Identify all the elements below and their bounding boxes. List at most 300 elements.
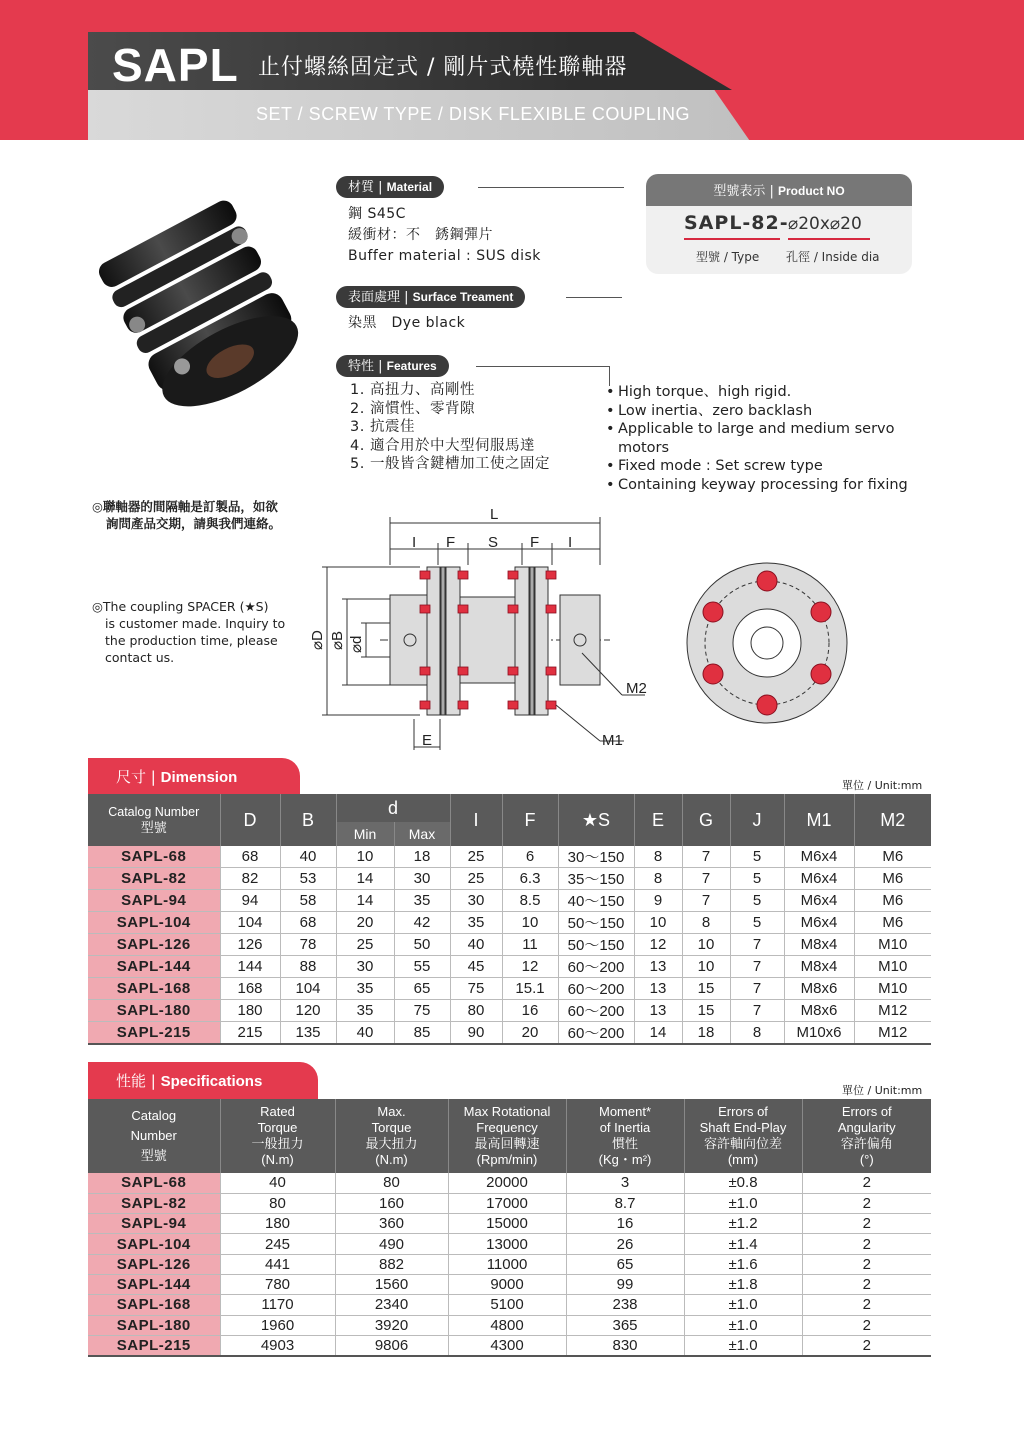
dim-header-catalog-en: Catalog Number bbox=[108, 805, 200, 819]
dimension-cell: 30～150 bbox=[558, 846, 634, 868]
spec-header-line: 一般扭力 bbox=[251, 1136, 304, 1151]
specifications-cell: 3920 bbox=[335, 1315, 448, 1335]
dim-label-I-left: I bbox=[412, 534, 417, 551]
spacer-note-cn bbox=[92, 498, 281, 532]
dimension-cell: 104 bbox=[280, 978, 336, 1000]
specifications-cell: 13000 bbox=[448, 1234, 566, 1254]
page-title-cn: 止付螺絲固定式 / 剛片式橈性聯軸器 bbox=[258, 55, 628, 80]
spec-header-cell bbox=[448, 1099, 566, 1173]
dim-label-B: ⌀B bbox=[329, 630, 346, 650]
dimension-cell: 80 bbox=[450, 1000, 502, 1022]
dimension-cell: 35 bbox=[450, 912, 502, 934]
dimension-catalog-cell: SAPL-82 bbox=[88, 868, 220, 890]
specifications-cell: 8.7 bbox=[566, 1193, 684, 1213]
specifications-catalog-cell: SAPL-144 bbox=[88, 1274, 220, 1294]
spec-header-line: Number bbox=[130, 1128, 177, 1143]
specifications-row bbox=[88, 1315, 931, 1335]
spec-header-cell bbox=[684, 1099, 802, 1173]
dimension-cell: 40 bbox=[280, 846, 336, 868]
dim-header-d-max: Max bbox=[394, 822, 450, 846]
dimension-cell: M6x4 bbox=[784, 846, 854, 868]
dimension-cell: M10x6 bbox=[784, 1022, 854, 1045]
dimension-cell: 60～200 bbox=[558, 1022, 634, 1045]
dimension-cell: M6x4 bbox=[784, 890, 854, 912]
specifications-table-body bbox=[88, 1173, 931, 1356]
specifications-cell: ±1.0 bbox=[684, 1193, 802, 1213]
dimension-cell: 120 bbox=[280, 1000, 336, 1022]
dimension-cell: 11 bbox=[502, 934, 558, 956]
specifications-cell: 20000 bbox=[448, 1173, 566, 1193]
specifications-cell: 2 bbox=[802, 1214, 931, 1234]
specifications-cell: 2 bbox=[802, 1315, 931, 1335]
specifications-cell: 2 bbox=[802, 1274, 931, 1294]
dimension-cell: 16 bbox=[502, 1000, 558, 1022]
dim-header-d: d bbox=[336, 794, 450, 822]
spec-header-line: Frequency bbox=[476, 1120, 538, 1135]
dimension-cell: 65 bbox=[394, 978, 450, 1000]
specifications-cell: 99 bbox=[566, 1274, 684, 1294]
feature-en-1: • High torque、high rigid. bbox=[606, 383, 926, 402]
spec-header-line: Max Rotational bbox=[463, 1104, 551, 1119]
dimension-cell: M12 bbox=[854, 1000, 931, 1022]
specifications-cell: 365 bbox=[566, 1315, 684, 1335]
feature-en-2: • Low inertia、zero backlash bbox=[606, 402, 926, 421]
spec-header-line: of Inertia bbox=[599, 1120, 651, 1135]
specifications-cell: 238 bbox=[566, 1295, 684, 1315]
page-subtitle-en: SET / SCREW TYPE / DISK FLEXIBLE COUPLING bbox=[256, 104, 690, 124]
specifications-cell: ±1.4 bbox=[684, 1234, 802, 1254]
specifications-row bbox=[88, 1214, 931, 1234]
dimension-cell: M10 bbox=[854, 956, 931, 978]
specifications-cell: 3 bbox=[566, 1173, 684, 1193]
dim-label-I-right: I bbox=[568, 534, 573, 551]
dimension-cell: 25 bbox=[450, 846, 502, 868]
surface-divider bbox=[566, 297, 622, 298]
spec-header-cell bbox=[802, 1099, 931, 1173]
dimension-cell: M6 bbox=[854, 846, 931, 868]
specifications-cell: ±1.0 bbox=[684, 1335, 802, 1355]
dimension-cell: 180 bbox=[220, 1000, 280, 1022]
dimension-unit: 單位 / Unit:mm bbox=[842, 779, 923, 792]
dimension-cell: M8x6 bbox=[784, 1000, 854, 1022]
dimension-cell: 35～150 bbox=[558, 868, 634, 890]
dimension-row bbox=[88, 934, 931, 956]
dim-label-d: ⌀d bbox=[348, 635, 365, 653]
dimension-cell: 5 bbox=[730, 846, 784, 868]
dimension-cell: 75 bbox=[394, 1000, 450, 1022]
specifications-cell: 9806 bbox=[335, 1335, 448, 1355]
spec-header-line: Max. bbox=[377, 1104, 406, 1119]
material-text bbox=[348, 204, 541, 267]
dimension-cell: 50～150 bbox=[558, 912, 634, 934]
dim-header-M2: M2 bbox=[854, 794, 931, 846]
note-en-line-1: ◎The coupling SPACER (★S) bbox=[92, 599, 269, 614]
dimension-cell: 45 bbox=[450, 956, 502, 978]
dimension-cell: 35 bbox=[394, 890, 450, 912]
dimension-cell: 14 bbox=[634, 1022, 682, 1045]
dimension-row bbox=[88, 868, 931, 890]
dimension-cell: 88 bbox=[280, 956, 336, 978]
specifications-table bbox=[88, 1099, 931, 1357]
spec-header-line: (Kg・m²) bbox=[598, 1152, 652, 1167]
specifications-tab: 性能 | Specifications bbox=[88, 1062, 318, 1100]
spec-header-line: (N.m) bbox=[375, 1152, 408, 1167]
dimension-cell: 60～200 bbox=[558, 1000, 634, 1022]
dimension-cell: 20 bbox=[502, 1022, 558, 1045]
specifications-unit: 單位 / Unit:mm bbox=[842, 1084, 923, 1097]
features-cn-list bbox=[350, 381, 550, 474]
dimension-cell: 9 bbox=[634, 890, 682, 912]
specifications-cell: 2 bbox=[802, 1295, 931, 1315]
feature-en-5: • Containing keyway processing for fixing bbox=[606, 476, 926, 495]
specifications-cell: ±1.2 bbox=[684, 1214, 802, 1234]
product-no-dia: ⌀20x⌀20 bbox=[788, 214, 862, 234]
dimension-cell: M12 bbox=[854, 1022, 931, 1045]
dimension-catalog-cell: SAPL-126 bbox=[88, 934, 220, 956]
dimension-cell: M6 bbox=[854, 912, 931, 934]
coupling-product-image bbox=[96, 180, 316, 430]
dimension-catalog-cell: SAPL-104 bbox=[88, 912, 220, 934]
surface-text: 染黑 Dye black bbox=[348, 315, 466, 331]
dimension-catalog-cell: SAPL-68 bbox=[88, 846, 220, 868]
dim-header-S: ★S bbox=[558, 794, 634, 846]
material-line-2: 緩衝材：不 銹鋼彈片 bbox=[348, 227, 493, 243]
dimension-row bbox=[88, 978, 931, 1000]
dimension-cell: 15.1 bbox=[502, 978, 558, 1000]
dimension-cell: 55 bbox=[394, 956, 450, 978]
dimension-cell: 7 bbox=[682, 868, 730, 890]
dimension-cell: 7 bbox=[730, 934, 784, 956]
note-en-line-4: contact us. bbox=[105, 650, 175, 665]
specifications-catalog-cell: SAPL-104 bbox=[88, 1234, 220, 1254]
specifications-catalog-cell: SAPL-215 bbox=[88, 1335, 220, 1355]
dimension-cell: 5 bbox=[730, 890, 784, 912]
features-en-list bbox=[606, 383, 926, 495]
specifications-cell: 180 bbox=[220, 1214, 335, 1234]
dimension-cell: 60～200 bbox=[558, 956, 634, 978]
specifications-cell: 4800 bbox=[448, 1315, 566, 1335]
dim-label-F-left: F bbox=[446, 534, 456, 551]
specifications-cell: 2 bbox=[802, 1173, 931, 1193]
dimension-cell: 94 bbox=[220, 890, 280, 912]
spec-header-line: (Rpm/min) bbox=[476, 1152, 538, 1167]
spec-header-line: 容許偏角 bbox=[840, 1136, 893, 1151]
dimension-row bbox=[88, 1000, 931, 1022]
spec-header-line: Shaft End-Play bbox=[699, 1120, 787, 1135]
dim-label-D: ⌀D bbox=[309, 630, 326, 650]
specifications-cell: ±0.8 bbox=[684, 1173, 802, 1193]
specifications-cell: ±1.8 bbox=[684, 1274, 802, 1294]
dimension-cell: 60～200 bbox=[558, 978, 634, 1000]
specifications-catalog-cell: SAPL-168 bbox=[88, 1295, 220, 1315]
feature-cn-1: 1. 高扭力、高剛性 bbox=[350, 382, 475, 398]
dimension-row bbox=[88, 890, 931, 912]
specifications-cell: 80 bbox=[335, 1173, 448, 1193]
specifications-cell: 15000 bbox=[448, 1214, 566, 1234]
spec-header-cell bbox=[566, 1099, 684, 1173]
specifications-cell: 2 bbox=[802, 1193, 931, 1213]
specifications-cell: 2 bbox=[802, 1234, 931, 1254]
dimension-catalog-cell: SAPL-144 bbox=[88, 956, 220, 978]
surface-label: 表面處理 | Surface Treament bbox=[336, 286, 525, 308]
dimension-cell: 8 bbox=[634, 846, 682, 868]
dimension-cell: 8.5 bbox=[502, 890, 558, 912]
feature-en-4: • Fixed mode : Set screw type bbox=[606, 457, 926, 476]
specifications-catalog-cell: SAPL-126 bbox=[88, 1254, 220, 1274]
dimension-cell: 5 bbox=[730, 912, 784, 934]
dimension-cell: 14 bbox=[336, 890, 394, 912]
specifications-cell: 1960 bbox=[220, 1315, 335, 1335]
dim-header-B: B bbox=[280, 794, 336, 846]
spec-header-line: Catalog bbox=[131, 1108, 177, 1123]
product-no-dia-label: 孔徑 / Inside dia bbox=[786, 250, 880, 264]
spec-header-line: (°) bbox=[859, 1152, 874, 1167]
feature-cn-2: 2. 滴慣性、零背隙 bbox=[350, 400, 475, 417]
dimension-cell: 7 bbox=[682, 846, 730, 868]
dimension-cell: 40～150 bbox=[558, 890, 634, 912]
specifications-cell: 2 bbox=[802, 1335, 931, 1355]
note-cn-line-2: 詢問產品交期，請與我們連絡。 bbox=[106, 516, 282, 531]
product-no-code: SAPL-82- bbox=[684, 212, 789, 234]
spec-header-cell bbox=[88, 1099, 220, 1173]
dimension-catalog-cell: SAPL-180 bbox=[88, 1000, 220, 1022]
material-line-1: 鋼 S45C bbox=[348, 206, 406, 222]
dimension-cell: 5 bbox=[730, 868, 784, 890]
specifications-cell: 16 bbox=[566, 1214, 684, 1234]
specifications-cell: 360 bbox=[335, 1214, 448, 1234]
spec-header-line: Errors of bbox=[841, 1104, 892, 1119]
dimension-row bbox=[88, 912, 931, 934]
dim-header-J: J bbox=[730, 794, 784, 846]
specifications-row bbox=[88, 1295, 931, 1315]
dimension-catalog-cell: SAPL-215 bbox=[88, 1022, 220, 1045]
dimension-cell: 10 bbox=[634, 912, 682, 934]
dim-label-E: E bbox=[422, 732, 433, 749]
specifications-header-row bbox=[88, 1099, 931, 1173]
dimension-cell: 8 bbox=[730, 1022, 784, 1045]
spec-header-line: 型號 bbox=[140, 1148, 167, 1163]
dimension-catalog-cell: SAPL-168 bbox=[88, 978, 220, 1000]
specifications-cell: ±1.0 bbox=[684, 1315, 802, 1335]
note-en-line-3: the production time, please bbox=[105, 633, 278, 648]
specifications-cell: 441 bbox=[220, 1254, 335, 1274]
dimension-cell: 8 bbox=[634, 868, 682, 890]
product-no-type-label: 型號 / Type bbox=[696, 250, 760, 264]
product-no-underline-type bbox=[684, 238, 780, 240]
spec-header-line: (mm) bbox=[727, 1152, 759, 1167]
dim-label-L: L bbox=[490, 506, 499, 523]
specifications-cell: 40 bbox=[220, 1173, 335, 1193]
dim-header-d-min: Min bbox=[336, 822, 394, 846]
specifications-cell: 160 bbox=[335, 1193, 448, 1213]
dimension-cell: 7 bbox=[730, 956, 784, 978]
product-no-header: 型號表示 | Product NO bbox=[713, 184, 845, 199]
dimension-cell: 30 bbox=[394, 868, 450, 890]
features-divider bbox=[476, 366, 610, 367]
dim-header-G: G bbox=[682, 794, 730, 846]
dimension-cell: 8 bbox=[682, 912, 730, 934]
specifications-cell: 2 bbox=[802, 1254, 931, 1274]
dimension-cell: M10 bbox=[854, 978, 931, 1000]
dimension-cell: M8x6 bbox=[784, 978, 854, 1000]
specifications-cell: 882 bbox=[335, 1254, 448, 1274]
dimension-cell: 10 bbox=[502, 912, 558, 934]
spacer-note-en bbox=[92, 598, 285, 666]
feature-cn-4: 4. 適合用於中大型伺服馬達 bbox=[350, 437, 535, 454]
specifications-cell: ±1.0 bbox=[684, 1295, 802, 1315]
dimension-cell: 14 bbox=[336, 868, 394, 890]
spec-header-cell bbox=[220, 1099, 335, 1173]
dimension-cell: 215 bbox=[220, 1022, 280, 1045]
spec-header-line: 容許軸向位差 bbox=[703, 1136, 782, 1151]
dim-header-catalog-cn: 型號 bbox=[140, 820, 167, 835]
dimension-cell: 68 bbox=[220, 846, 280, 868]
dimension-table-body bbox=[88, 846, 931, 1044]
spec-header-line: Moment* bbox=[598, 1104, 652, 1119]
page-title-model: SAPL bbox=[112, 39, 239, 91]
spec-header-line: 最高回轉速 bbox=[474, 1136, 540, 1151]
dimension-cell: 126 bbox=[220, 934, 280, 956]
dimension-cell: 90 bbox=[450, 1022, 502, 1045]
dimension-cell: 6 bbox=[502, 846, 558, 868]
specifications-cell: 830 bbox=[566, 1335, 684, 1355]
dimension-cell: 68 bbox=[280, 912, 336, 934]
dimension-cell: M6 bbox=[854, 890, 931, 912]
dimension-cell: 20 bbox=[336, 912, 394, 934]
dimension-cell: 85 bbox=[394, 1022, 450, 1045]
dimension-catalog-cell: SAPL-94 bbox=[88, 890, 220, 912]
dimension-cell: 75 bbox=[450, 978, 502, 1000]
specifications-row bbox=[88, 1274, 931, 1294]
specifications-cell: 245 bbox=[220, 1234, 335, 1254]
dimension-cell: 15 bbox=[682, 1000, 730, 1022]
dimension-row bbox=[88, 1022, 931, 1045]
spec-header-line: Errors of bbox=[718, 1104, 768, 1119]
dimension-cell: 13 bbox=[634, 956, 682, 978]
dimension-row bbox=[88, 956, 931, 978]
specifications-catalog-cell: SAPL-180 bbox=[88, 1315, 220, 1335]
specifications-cell: 4300 bbox=[448, 1335, 566, 1355]
note-en-line-2: is customer made. Inquiry to bbox=[105, 616, 286, 631]
dimension-cell: 53 bbox=[280, 868, 336, 890]
specifications-cell: ±1.6 bbox=[684, 1254, 802, 1274]
dimension-cell: 10 bbox=[336, 846, 394, 868]
specifications-cell: 490 bbox=[335, 1234, 448, 1254]
material-label: 材質 | Material bbox=[336, 176, 444, 198]
dim-header-E: E bbox=[634, 794, 682, 846]
dimension-cell: 12 bbox=[634, 934, 682, 956]
dim-header-M1: M1 bbox=[784, 794, 854, 846]
feature-cn-3: 3. 抗震佳 bbox=[350, 419, 415, 436]
dimension-cell: M6 bbox=[854, 868, 931, 890]
dimension-cell: M10 bbox=[854, 934, 931, 956]
specifications-cell: 1560 bbox=[335, 1274, 448, 1294]
feature-en-3: • Applicable to large and medium servo motors bbox=[606, 420, 926, 457]
dimension-cell: 78 bbox=[280, 934, 336, 956]
dimension-cell: M6x4 bbox=[784, 912, 854, 934]
features-label: 特性 | Features bbox=[336, 355, 449, 377]
dimension-cell: 7 bbox=[682, 890, 730, 912]
specifications-cell: 2340 bbox=[335, 1295, 448, 1315]
dim-label-M1: M1 bbox=[602, 732, 623, 749]
specifications-row bbox=[88, 1254, 931, 1274]
dimension-cell: 40 bbox=[336, 1022, 394, 1045]
dimension-cell: 15 bbox=[682, 978, 730, 1000]
dimension-cell: 104 bbox=[220, 912, 280, 934]
spec-header-line: (N.m) bbox=[261, 1152, 294, 1167]
specifications-cell: 9000 bbox=[448, 1274, 566, 1294]
specifications-catalog-cell: SAPL-68 bbox=[88, 1173, 220, 1193]
specifications-cell: 780 bbox=[220, 1274, 335, 1294]
dimension-cell: 35 bbox=[336, 978, 394, 1000]
dimension-cell: 58 bbox=[280, 890, 336, 912]
material-divider bbox=[478, 187, 624, 188]
dimension-cell: 12 bbox=[502, 956, 558, 978]
specifications-cell: 65 bbox=[566, 1254, 684, 1274]
dimension-cell: 168 bbox=[220, 978, 280, 1000]
feature-cn-5: 5. 一般皆含鍵槽加工使之固定 bbox=[350, 456, 550, 473]
dimension-cell: 42 bbox=[394, 912, 450, 934]
specifications-catalog-cell: SAPL-82 bbox=[88, 1193, 220, 1213]
dimension-cell: 25 bbox=[336, 934, 394, 956]
specifications-cell: 5100 bbox=[448, 1295, 566, 1315]
dimension-cell: 144 bbox=[220, 956, 280, 978]
product-no-underline-dia bbox=[788, 238, 870, 240]
dimension-cell: M8x4 bbox=[784, 956, 854, 978]
dimension-cell: 30 bbox=[336, 956, 394, 978]
spec-header-line: Rated bbox=[260, 1104, 295, 1119]
specifications-row bbox=[88, 1335, 931, 1355]
specifications-row bbox=[88, 1193, 931, 1213]
spec-header-line: 慣性 bbox=[611, 1136, 638, 1151]
dimension-row bbox=[88, 846, 931, 868]
spec-header-cell bbox=[335, 1099, 448, 1173]
dim-header-F: F bbox=[502, 794, 558, 846]
dim-label-F-right: F bbox=[530, 534, 540, 551]
material-line-3: Buffer material : SUS disk bbox=[348, 248, 541, 264]
dimension-cell: M6x4 bbox=[784, 868, 854, 890]
specifications-cell: 80 bbox=[220, 1193, 335, 1213]
spec-header-line: 最大扭力 bbox=[365, 1136, 418, 1151]
dim-label-M2: M2 bbox=[626, 680, 647, 697]
spec-header-line: Torque bbox=[371, 1120, 412, 1135]
dimension-cell: 35 bbox=[336, 1000, 394, 1022]
specifications-catalog-cell: SAPL-94 bbox=[88, 1214, 220, 1234]
dimension-cell: 18 bbox=[394, 846, 450, 868]
specifications-row bbox=[88, 1173, 931, 1193]
dimension-cell: 50 bbox=[394, 934, 450, 956]
dimension-cell: M8x4 bbox=[784, 934, 854, 956]
dimension-cell: 6.3 bbox=[502, 868, 558, 890]
dimension-cell: 13 bbox=[634, 978, 682, 1000]
dimension-cell: 10 bbox=[682, 956, 730, 978]
specifications-cell: 4903 bbox=[220, 1335, 335, 1355]
dimension-cell: 30 bbox=[450, 890, 502, 912]
dim-header-D: D bbox=[220, 794, 280, 846]
dimension-cell: 82 bbox=[220, 868, 280, 890]
spec-header-line: Angularity bbox=[837, 1120, 896, 1135]
specifications-cell: 26 bbox=[566, 1234, 684, 1254]
spec-header-line: Torque bbox=[257, 1120, 298, 1135]
end-view-drawing bbox=[684, 560, 850, 726]
specifications-row bbox=[88, 1234, 931, 1254]
dimension-cell: 7 bbox=[730, 1000, 784, 1022]
dimension-table bbox=[88, 794, 931, 1045]
dim-label-S: S bbox=[488, 534, 499, 551]
side-view-drawing bbox=[300, 505, 680, 755]
dimension-cell: 40 bbox=[450, 934, 502, 956]
dimension-cell: 13 bbox=[634, 1000, 682, 1022]
